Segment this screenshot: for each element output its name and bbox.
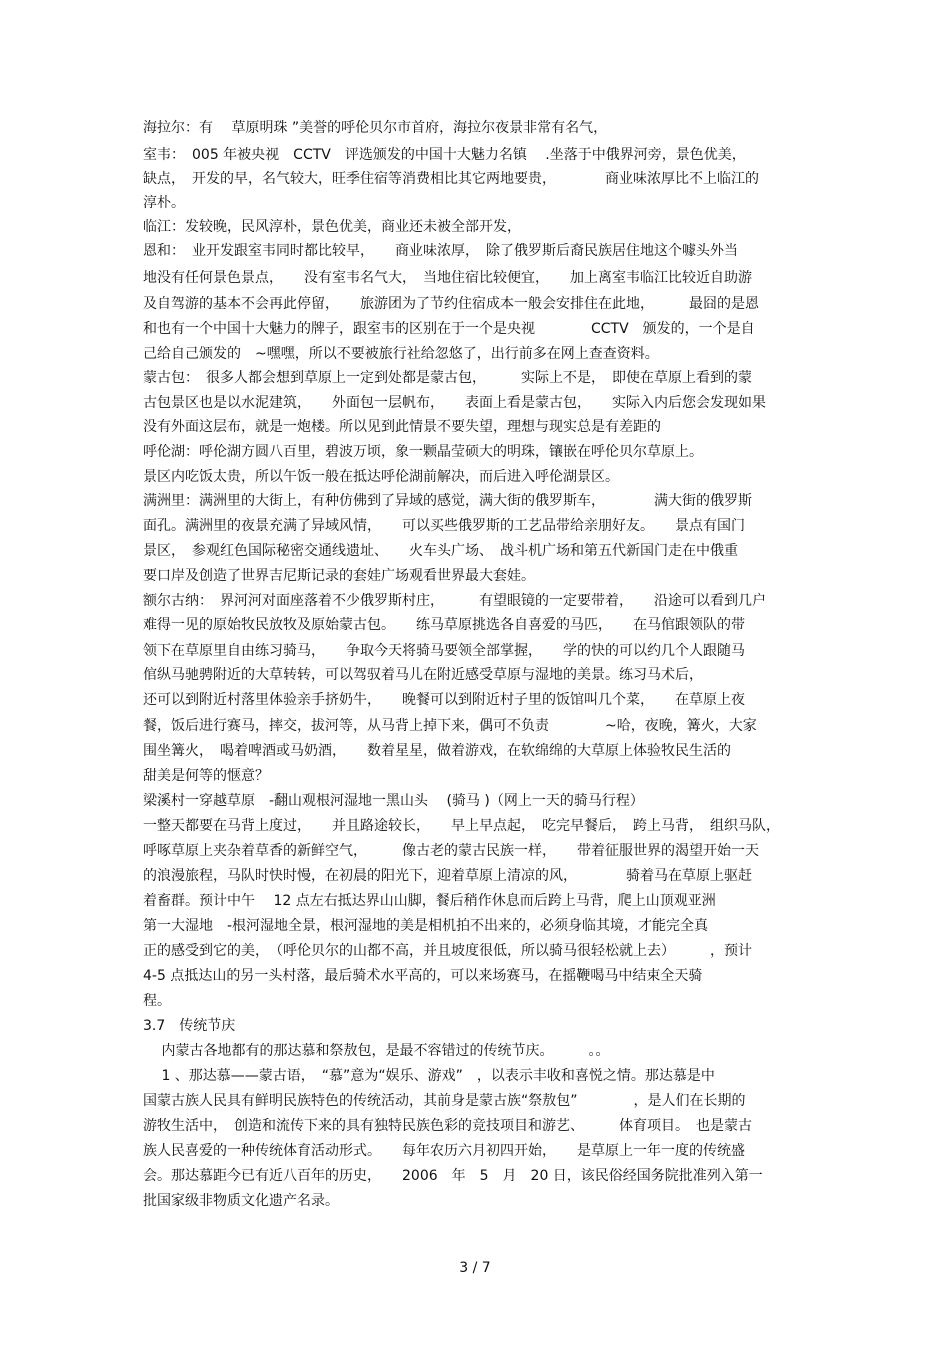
text-line: 4-5 点抵达山的另一头村落，最后骑术水平高的，可以来场赛马，在摇鞭喝马中结束全天骑 xyxy=(143,968,703,984)
text-line: 要口岸及创造了世界吉尼斯记录的套娃广场观看世界最大套娃。 xyxy=(143,568,535,584)
text-line: 内蒙古各地都有的那达慕和祭敖包，是最不容错过的传统节庆。 。。 xyxy=(143,1043,610,1059)
text-line: 古包景区也是以水泥建筑， 外面包一层帆布， 表面上看是蒙古包， 实际入内后您会发现如果 xyxy=(143,395,766,411)
text-line: 国蒙古族人民具有鲜明民族特色的传统活动，其前身是蒙古族“祭敖包” ，是人们在长期的 xyxy=(143,1093,746,1109)
text-line: 还可以到附近村落里体验亲手挤奶牛， 晚餐可以到附近村子里的饭馆叫几个菜， 在草原上夜 xyxy=(143,692,745,708)
text-line: 正的感受到它的美， （呼伦贝尔的山都不高，并且坡度很低，所以骑马很轻松就上去） ，预计 xyxy=(143,943,752,959)
text-line: 梁溪村一穿越草原 -翻山观根河湿地一黑山头 (骑马 )（网上一天的骑马行程） xyxy=(143,793,644,809)
text-line: 及自驾游的基本不会再此停留， 旅游团为了节约住宿成本一般会安排住在此地， 最囧的是恩 xyxy=(143,296,759,312)
text-line: 缺点， 开发的早，名气较大，旺季住宿等消费相比其它两地要贵， 商业味浓厚比不上临江的 xyxy=(143,171,759,187)
text-line: 第一大湿地 -根河湿地全景，根河湿地的美是相机拍不出来的，必须身临其境，才能完全真 xyxy=(143,918,709,934)
text-line: 额尔古纳： 界河河对面座落着不少俄罗斯村庄， 有望眼镜的一定要带着， 沿途可以看到几户 xyxy=(143,593,766,609)
text-line: 恩和： 业开发跟室韦同时都比较早， 商业味浓厚， 除了俄罗斯后裔民族居住地这个噱头外当 xyxy=(143,243,738,259)
text-line: 面孔。满洲里的夜景充满了异域风情， 可以买些俄罗斯的工艺品带给亲朋好友。 景点有国门 xyxy=(143,518,745,534)
text-line: 地没有任何景色景点， 没有室韦名气大， 当地住宿比较便宜， 加上离室韦临江比较近自助游 xyxy=(143,270,752,286)
section-heading: 3.7 传统节庆 xyxy=(143,1018,236,1034)
text-line: 呼啄草原上夹杂着草香的新鲜空气， 像古老的蒙古民族一样， 带着征服世界的渴望开始一天 xyxy=(143,843,759,859)
text-line: 呼伦湖：呼伦湖方圆八百里，碧波万顷，象一颗晶莹硕大的明珠，镶嵌在呼伦贝尔草原上。 xyxy=(143,444,703,460)
text-line: 景区， 参观红色国际秘密交通线遗址、 火车头广场、 战斗机广场和第五代新国门走在中俄重 xyxy=(143,543,738,559)
text-line: 海拉尔：有 草原明珠 ”美誉的呼伦贝尔市首府，海拉尔夜景非常有名气， xyxy=(143,120,608,136)
text-line: 餐，饭后进行赛马，摔交，拔河等，从马背上掉下来，偶可不负责 ~哈，夜晚，篝火，大家 xyxy=(143,718,757,734)
text-line: 甜美是何等的惬意？ xyxy=(143,768,269,784)
text-line: 满洲里：满洲里的大街上，有种仿佛到了异域的感觉，满大街的俄罗斯车， 满大街的俄罗斯 xyxy=(143,493,752,509)
text-line: 族人民喜爱的一种传统体育活动形式。 每年农历六月初四开始， 是草原上一年一度的传统盛 xyxy=(143,1143,745,1159)
text-line: 倌纵马驰骋附近的大草转转，可以驾驭着马儿在附近感受草原与湿地的美景。练习马术后， xyxy=(143,667,703,683)
text-line: 没有外面这层布，就是一炮楼。所以见到此情景不要失望，理想与现实总是有差距的 xyxy=(143,419,661,435)
text-line: 游牧生活中， 创造和流传下来的具有独特民族色彩的竞技项目和游艺、 体育项目。 也是蒙古 xyxy=(143,1118,752,1134)
text-line: 的浪漫旅程，马队时快时慢，在初晨的阳光下，迎着草原上清凉的风， 骑着马在草原上驱赶 xyxy=(143,868,752,884)
text-line: 会。那达慕距今已有近八百年的历史， 2006 年 5 月 20 日，该民俗经国务院批准列入第一 xyxy=(143,1168,763,1184)
text-line: 己给自己颁发的 ~嘿嘿，所以不要被旅行社给忽悠了，出行前多在网上查查资料。 xyxy=(143,346,659,362)
text-line: 程。 xyxy=(143,993,171,1009)
text-line: 着畜群。预计中午 12 点左右抵达界山山脚，餐后稍作休息而后跨上马背，爬上山顶观亚洲 xyxy=(143,893,716,909)
text-line: 淳朴。 xyxy=(143,195,185,211)
text-line: 一整天都要在马背上度过， 并且路途较长， 早上早点起， 吃完早餐后， 跨上马背， 组织马队， xyxy=(143,818,780,834)
text-line: 景区内吃饭太贵，所以午饭一般在抵达呼伦湖前解决，而后进入呼伦湖景区。 xyxy=(143,469,619,485)
page-number: 3 / 7 xyxy=(459,1260,491,1276)
text-line: 蒙古包： 很多人都会想到草原上一定到处都是蒙古包， 实际上不是， 即使在草原上看到的蒙 xyxy=(143,370,752,386)
text-line: 领下在草原里自由练习骑马， 争取今天将骑马要领全部掌握， 学的快的可以约几个人跟随马 xyxy=(143,643,745,659)
text-line: 室韦： 005 年被央视 CCTV 评选颁发的中国十大魅力名镇 .坐落于中俄界河旁，景色优美， xyxy=(143,147,746,163)
text-line: 和也有一个中国十大魅力的牌子，跟室韦的区别在于一个是央视 CCTV 颁发的，一个是自 xyxy=(143,321,755,337)
text-line: 1 、那达慕——蒙古语， “慕”意为“娱乐、游戏” ，以表示丰收和喜悦之情。那达慕是中 xyxy=(143,1068,715,1084)
text-line: 难得一见的原始牧民放牧及原始蒙古包。 练马草原挑选各自喜爱的马匹， 在马倌跟领队的带 xyxy=(143,617,745,633)
text-line: 临江：发较晚，民风淳朴，景色优美，商业还未被全部开发， xyxy=(143,219,521,235)
text-line: 围坐篝火， 喝着啤酒或马奶酒， 数着星星，做着游戏，在软绵绵的大草原上体验牧民生活的 xyxy=(143,743,731,759)
text-line: 批国家级非物质文化遗产名录。 xyxy=(143,1193,339,1209)
